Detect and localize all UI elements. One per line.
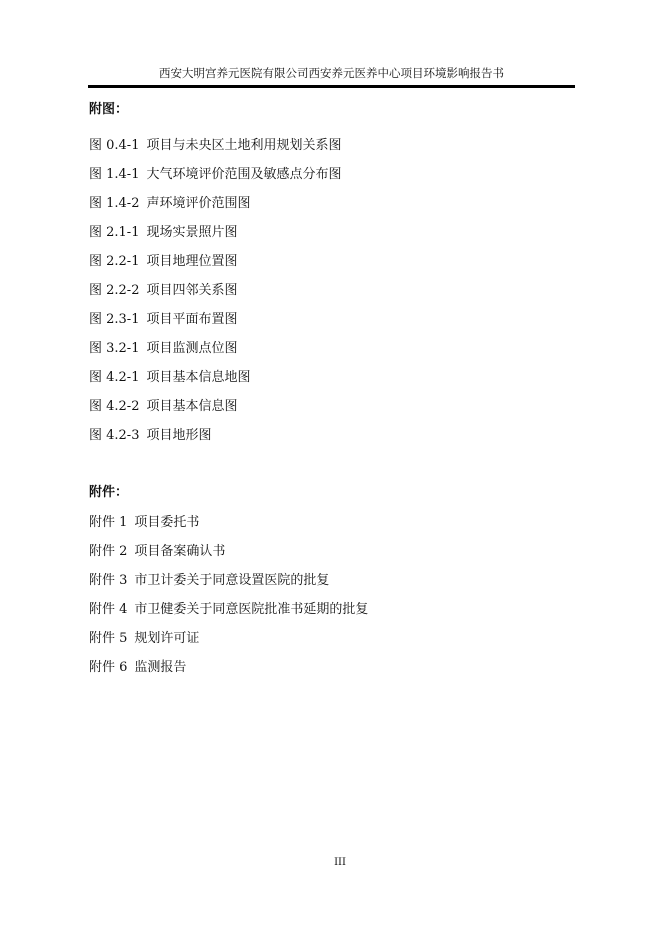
attachments-section — [89, 483, 569, 687]
figure-code: 图 4.2-2 — [89, 399, 140, 414]
attachment-code: 附件 4 — [89, 602, 128, 617]
figure-label: 项目基本信息图 — [146, 399, 238, 414]
attachment-code: 附件 6 — [89, 660, 128, 675]
attachment-label: 项目备案确认书 — [134, 544, 226, 559]
figures-section — [89, 100, 569, 455]
attachment-code: 附件 5 — [89, 631, 128, 646]
figure-code: 图 2.1-1 — [89, 225, 140, 240]
attachment-item — [89, 600, 569, 629]
attachment-item — [89, 658, 569, 687]
figure-item — [89, 252, 569, 281]
attachment-code: 附件 3 — [89, 573, 128, 588]
attachment-item — [89, 542, 569, 571]
page-header: 西安大明宫养元医院有限公司西安养元医养中心项目环境影响报告书 — [159, 66, 504, 80]
figure-item — [89, 310, 569, 339]
attachment-label: 项目委托书 — [134, 515, 200, 530]
figure-code: 图 2.3-1 — [89, 312, 140, 327]
figures-list — [89, 136, 569, 455]
figure-label: 大气环境评价范围及敏感点分布图 — [146, 167, 342, 182]
figure-code: 图 3.2-1 — [89, 341, 140, 356]
figure-item — [89, 194, 569, 223]
attachment-label: 市卫计委关于同意设置医院的批复 — [134, 573, 330, 588]
figure-label: 项目基本信息地图 — [146, 370, 251, 385]
header-rule — [88, 85, 575, 88]
figure-label: 项目平面布置图 — [146, 312, 238, 327]
figure-label: 项目地形图 — [146, 428, 212, 443]
figure-code: 图 2.2-1 — [89, 254, 140, 269]
figure-code: 图 2.2-2 — [89, 283, 140, 298]
figure-item — [89, 397, 569, 426]
figure-label: 现场实景照片图 — [146, 225, 238, 240]
figure-label: 项目地理位置图 — [146, 254, 238, 269]
figure-label: 项目监测点位图 — [146, 341, 238, 356]
attachment-item — [89, 629, 569, 658]
figures-heading: 附图： — [89, 102, 129, 117]
attachment-item — [89, 513, 569, 542]
figure-item — [89, 426, 569, 455]
figure-item — [89, 136, 569, 165]
figure-item — [89, 368, 569, 397]
attachment-code: 附件 2 — [89, 544, 128, 559]
attachment-label: 监测报告 — [134, 660, 187, 675]
attachment-item — [89, 571, 569, 600]
attachments-heading: 附件： — [89, 485, 129, 500]
figure-code: 图 0.4-1 — [89, 138, 140, 153]
figure-item — [89, 339, 569, 368]
attachment-label: 市卫健委关于同意医院批准书延期的批复 — [134, 602, 369, 617]
figure-code: 图 1.4-1 — [89, 167, 140, 182]
figure-item — [89, 165, 569, 194]
attachment-label: 规划许可证 — [134, 631, 200, 646]
figure-code: 图 4.2-1 — [89, 370, 140, 385]
figure-label: 声环境评价范围图 — [146, 196, 251, 211]
figure-code: 图 1.4-2 — [89, 196, 140, 211]
figure-item — [89, 281, 569, 310]
page-number: III — [334, 857, 346, 868]
figure-code: 图 4.2-3 — [89, 428, 140, 443]
figure-item — [89, 223, 569, 252]
attachment-code: 附件 1 — [89, 515, 128, 530]
figure-label: 项目四邻关系图 — [146, 283, 238, 298]
figure-label: 项目与未央区土地利用规划关系图 — [146, 138, 342, 153]
attachments-list — [89, 513, 569, 687]
